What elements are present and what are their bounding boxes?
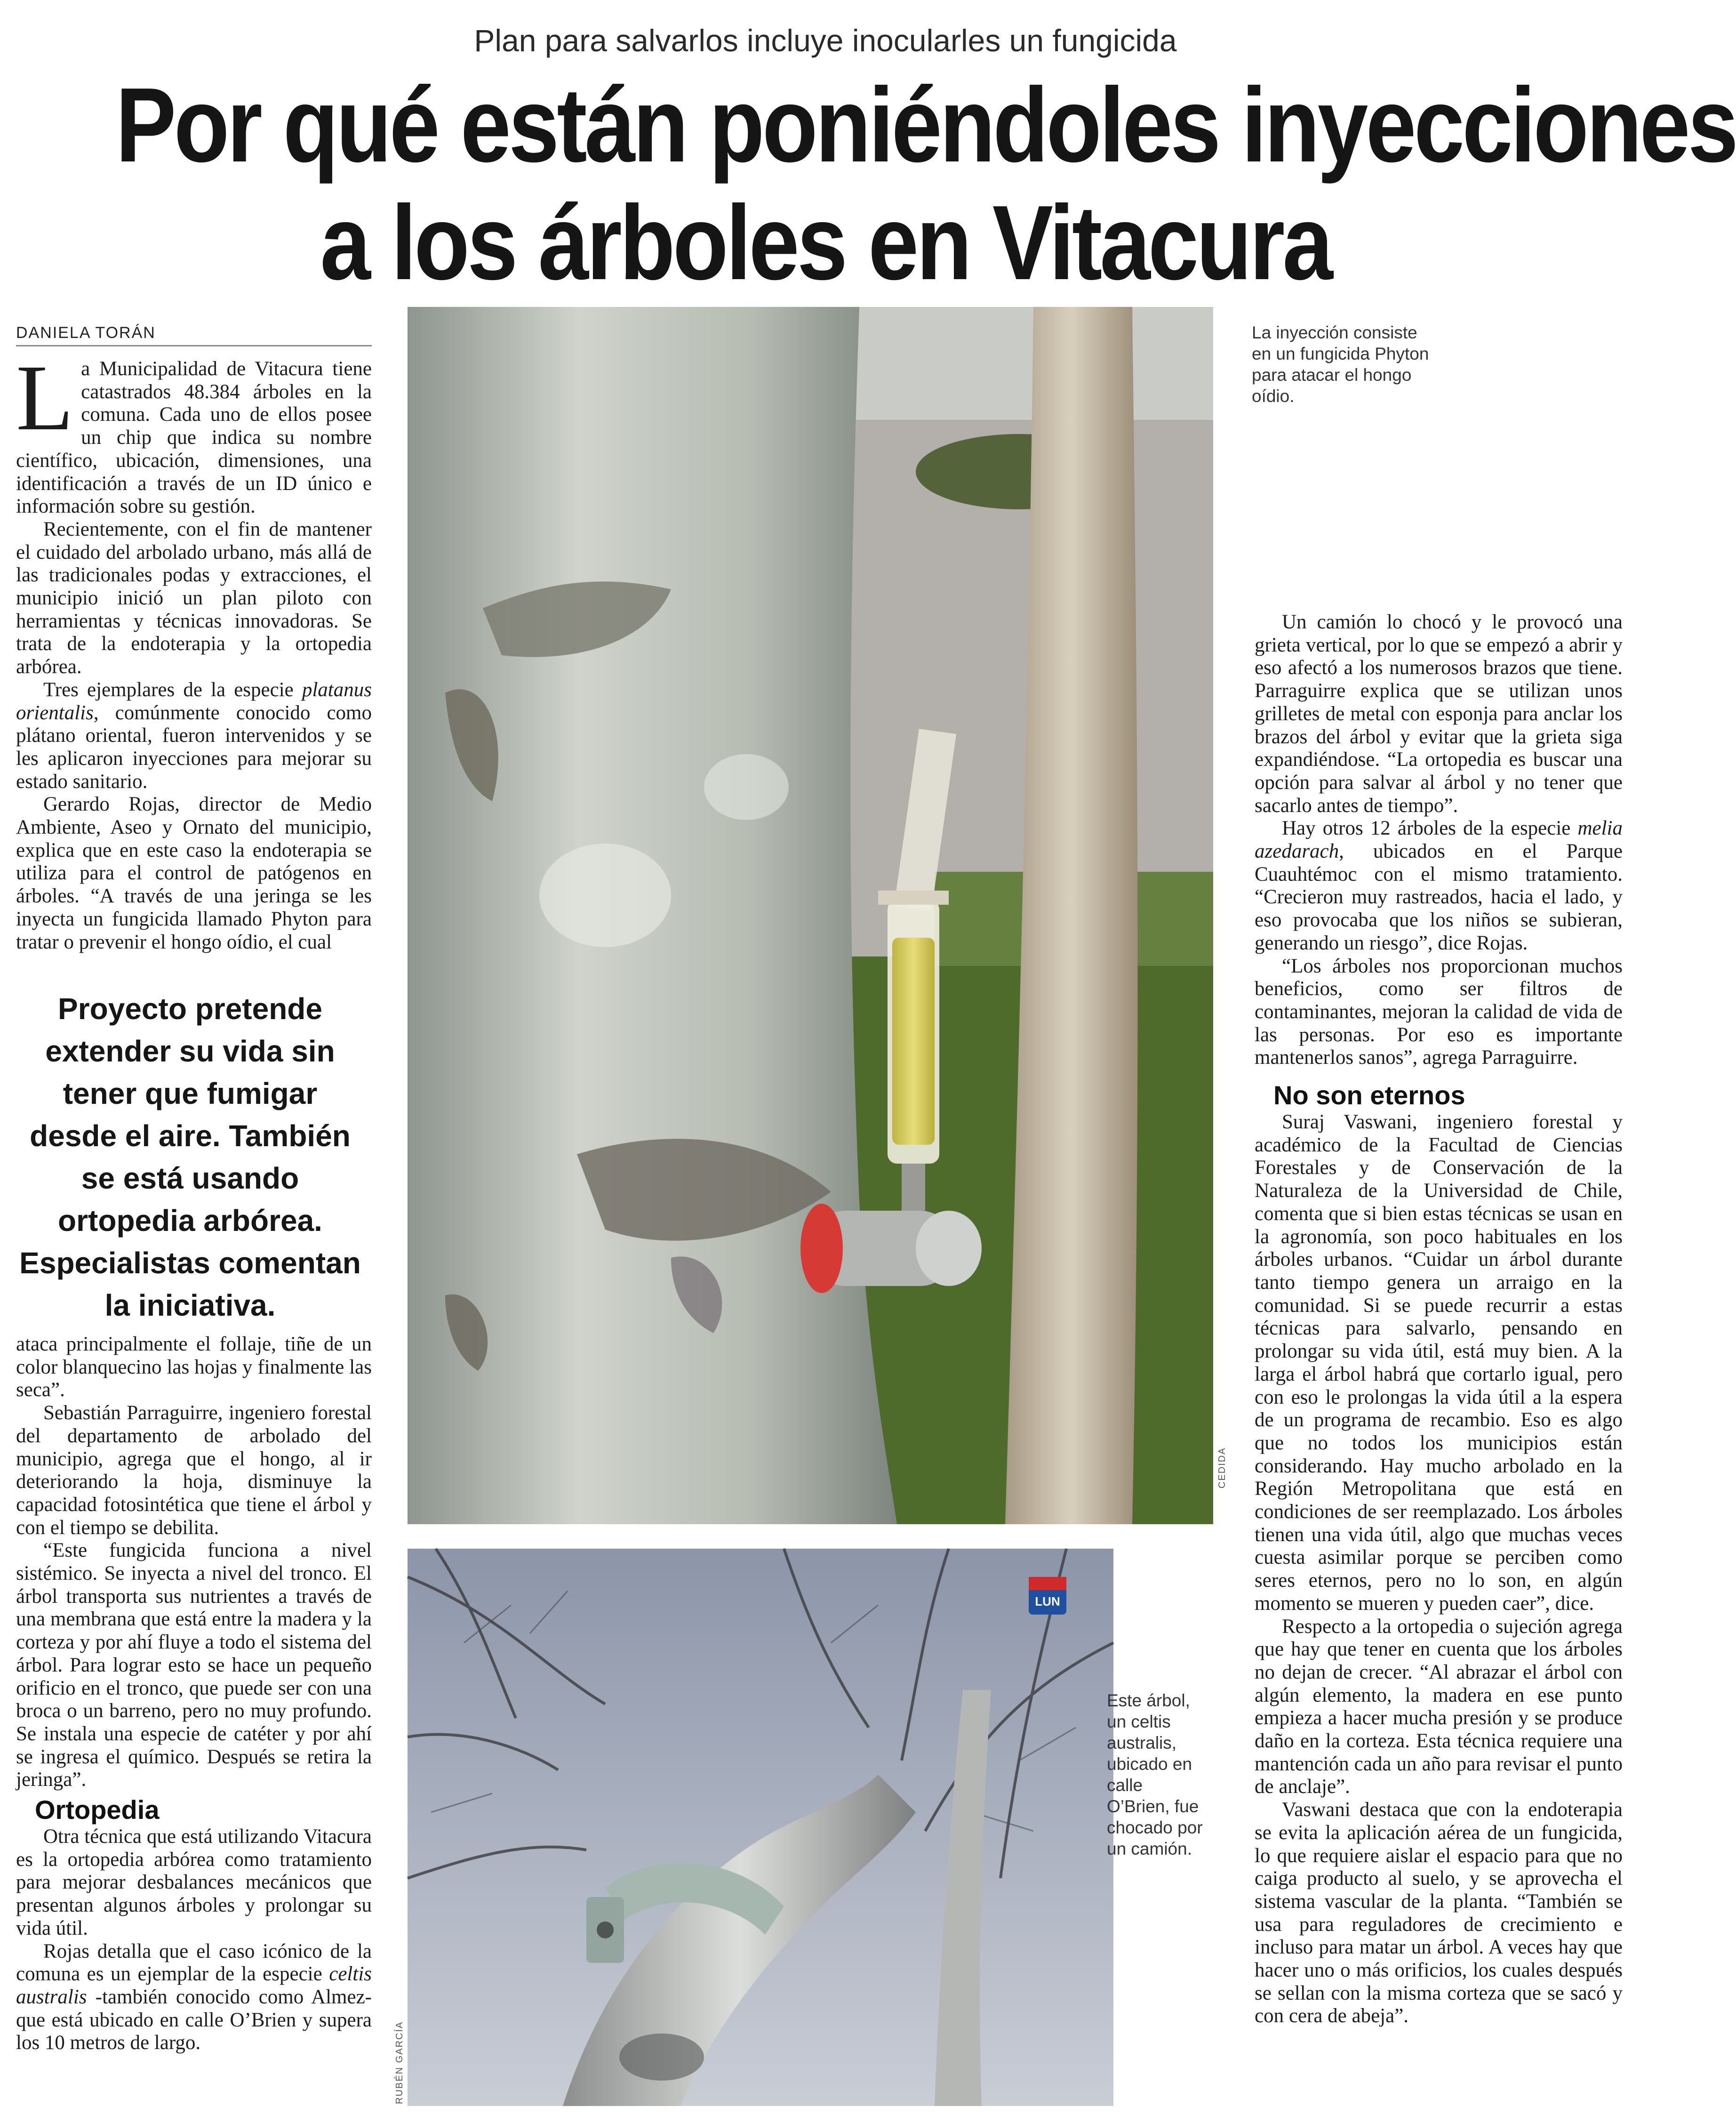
photo1-caption: La inyección consiste en un fungicida Phyton para atacar el hongo oídio. [1252,323,1429,406]
paragraph-9: Rojas detalla que el caso icónico de la comuna es un ejemplar de la especie celtis australis -también conocido como Almez- que está ubicado en calle O’Brien y supera los 10 metros de largo. [16,1940,372,2054]
paragraph-11: Hay otros 12 árboles de la especie melia azedarach, ubicados en el Parque Cuauhtémoc con el mismo tratamiento. “Crecieron muy rastreados, hacia el lado, y eso provocaba que los niños se subieran, generando un riesgo”, dice Rojas. [1255,817,1623,954]
headline-line-2: a los árboles en Vitacura [320,183,1331,302]
paragraph-12: “Los árboles nos proporcionan muchos beneficios, como ser filtros de contaminantes, mejoran la calidad de vida de las personas. Por eso es importante mantenerlos sanos”, agrega Parraguirre. [1255,955,1623,1069]
byline: DANIELA TORÁN [16,324,372,346]
photo-tree-injection [408,307,1227,1524]
paragraph-6: Sebastián Parraguirre, ingeniero forestal del departamento de arbolado del municipio, agrega que el hongo, al ir deteriorando la hoja, disminuye la capacidad fotosintética que tiene el árbol y con el tiempo se debilita. [16,1402,372,1539]
drop-cap: L [16,346,74,450]
paragraph-4: Gerardo Rojas, director de Medio Ambiente, Aseo y Ornato del municipio, explica que en este caso la endoterapia se utiliza para el control de patógenos en árboles. “A través de una jeringa se les inyecta un fungicida llamado Phyton para tratar o prevenir el hongo oídio, el cual [16,793,372,953]
subhead-ortopedia: Ortopedia [35,1795,160,1825]
paragraph-10: Un camión lo chocó y le provocó una grieta vertical, por lo que se empezó a abrir y eso afectó a los numerosos brazos que tiene. Parraguirre explica que se utilizan unos grilletes de metal con esponja para anclar los brazos del árbol y evitar que la grieta siga expandiéndose. “La ortopedia es buscar una opción para salvar al árbol y no tener que sacarlo antes de tiempo”. [1255,611,1623,817]
species-melia: melia azedarach [1255,817,1623,863]
pull-quote: Proyecto pretende extender su vida sin tener que fumigar desde el aire. También se está usando ortopedia arbórea. Especialistas comentan la iniciativa. [19,992,361,1322]
species-celtis: celtis australis [16,1963,372,2008]
subhead-no-son-eternos: No son eternos [1273,1080,1465,1110]
headline-line-1: Por qué están poniéndoles inyecciones [115,65,1736,184]
photo2-caption: Este árbol, un celtis australis, ubicado en calle O’Brien, fue chocado por un camión. [1107,1691,1203,1858]
paragraph-14: Respecto a la ortopedia o sujeción agrega que hay que tener en cuenta que los árboles no dejan de crecer. “Al abrazar el árbol con algún elemento, la madera en ese punto empieza a hacer mucha presión y se produce daño en la corteza. Esta técnica requiere una mantención cada un año para revisar el punto de anclaje”. [1255,1615,1623,1798]
column-1-bottom [16,1333,372,2105]
column-3 [1255,611,1623,2108]
column-1-top [16,346,372,984]
headline [115,65,1736,302]
photo1-credit: CEDIDA [1217,1447,1227,1488]
paragraph-8: Otra técnica que está utilizando Vitacura es la ortopedia arbórea como tratamiento para mejorar desbalances mecánicos que presentan algunos árboles y prolongar su vida útil. [16,1825,372,1939]
paragraph-15: Vaswani destaca que con la endoterapia se evita la aplicación aérea de un fungicida, lo que requiere aislar el espacio para que no caiga producto al suelo, y se aprovecha el sistema vascular de la planta. “También se usa para reguladores de crecimiento e incluso para matar un árbol. A veces hay que hacer uno o más orificios, los cuales después se sellan con la misma corteza que se sacó y con cera de abeja”. [1255,1799,1623,2027]
paragraph-7: “Este fungicida funciona a nivel sistémico. Se inyecta a nivel del tronco. El árbol transporta sus nutrientes a través de una membrana que está entre la madera y la corteza y por ahí fluye a todo el sistema del árbol. Para lograr esto se hace un pequeño orificio en el tronco, que puede ser con una broca o un barreno, pero no muy profundo. Se instala una especie de catéter y por ahí se ingresa el químico. Después se retira la jeringa”. [16,1539,372,1791]
paragraph-5: ataca principalmente el follaje, tiñe de un color blanquecino las hojas y finalmente las seca”. [16,1333,372,1401]
paragraph-1: La Municipalidad de Vitacura tiene catastrados 48.384 árboles en la comuna. Cada uno de ellos posee un chip que indica su nombre científico, ubicación, dimensiones, una identificación a través de un ID único e información sobre su gestión. [16,346,372,518]
species-platanus: platanus orientalis [16,678,372,724]
paragraph-2: Recientemente, con el fin de mantener el cuidado del arbolado urbano, más allá de las tradicionales podas y extracciones, el municipio inició un plan piloto con herramientas y técnicas innovadoras. Se trata de la endoterapia y la ortopedia arbórea. [16,518,372,678]
lun-logo-badge: LUN [1029,1577,1066,1615]
photo-tree-orthopedics [408,1549,1113,2106]
paragraph-13: Suraj Vaswani, ingeniero forestal y académico de la Facultad de Ciencias Forestales y de Conservación de la Naturaleza de la Universidad de Chile, comenta que si bien estas técnicas se usan en la agronomía, son poco habituales en los árboles urbanos. “Cuidar un árbol durante tanto tiempo genera un arraigo en la comunidad. Si se puede recurrir a estas técnicas para salvarlo, pensando en prolongar su vida útil, está muy bien. A la larga el árbol habrá que cortarlo igual, pero con eso le prolongas la vida útil a la espera de un programa de recambio. Eso es algo que no todos los municipios están considerando. Hay mucho arbolado en la Región Metropolitana que está en condiciones de ser reemplazado. Los árboles tienen una vida útil, algo que muchas veces cuesta asimilar porque se perciben como seres eternos, pero no lo son, en algún momento se mueren y pueden caer”, dice. [1255,1111,1623,1615]
kicker: Plan para salvarlos incluye inocularles un fungicida [474,23,1177,58]
paragraph-3: Tres ejemplares de la especie platanus orientalis, comúnmente conocido como plátano oriental, fueron intervenidos y se les aplicaron inyecciones para mejorar su estado sanitario. [16,678,372,793]
photo2-credit: RUBÉN GARCÍA [394,2021,405,2104]
